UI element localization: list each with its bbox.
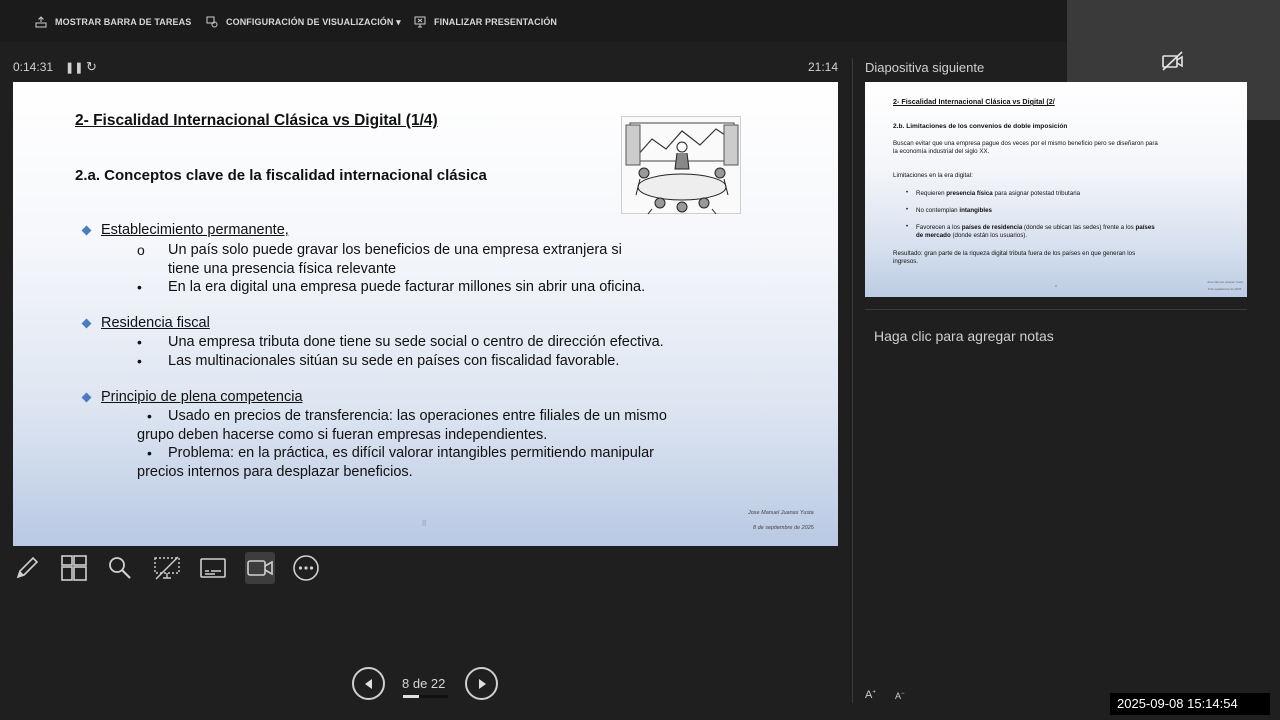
next-slide-bullet: • xyxy=(906,207,909,213)
next-slide-button[interactable] xyxy=(465,667,498,700)
sub-bullet: • xyxy=(147,445,152,461)
next-slide-author: Jose Manuel Juanas Yusta xyxy=(1207,280,1243,284)
display-settings-label: CONFIGURACIÓN DE VISUALIZACIÓN ▾ xyxy=(226,16,401,27)
sub-bullet: • xyxy=(137,279,142,295)
see-all-slides-icon[interactable] xyxy=(59,552,89,584)
pause-timer-icon[interactable]: ❚❚ xyxy=(65,62,84,74)
notes-divider[interactable] xyxy=(865,309,1247,310)
next-slide-text: No contemplan intangibles xyxy=(916,207,993,214)
slide-subtitle: 2.a. Conceptos clave de la fiscalidad internacional clásica xyxy=(75,167,487,184)
next-slide-number: 9 xyxy=(1055,284,1057,288)
bullet-text: Una empresa tributa done tiene su sede social o centro de dirección efectiva. xyxy=(168,334,664,350)
black-screen-icon[interactable] xyxy=(152,552,182,584)
next-slide-subtitle: 2.b. Limitaciones de los convenios de doble imposición xyxy=(893,123,1068,130)
bullet-text: Las multinacionales sitúan su sede en países con fiscalidad favorable. xyxy=(168,353,620,369)
camera-toggle-icon[interactable] xyxy=(245,552,275,584)
pen-tool-icon[interactable] xyxy=(12,552,42,584)
bullet-diamond xyxy=(82,393,92,403)
bullet-diamond xyxy=(82,319,92,329)
bullet-text: Problema: en la práctica, es difícil valorar intangibles permitiendo manipular xyxy=(168,445,654,461)
slide-counter[interactable]: 8 de 22 xyxy=(402,676,446,691)
slide-progress-fill xyxy=(403,695,419,698)
sub-bullet: • xyxy=(147,408,152,424)
next-slide-bullet: • xyxy=(906,224,909,230)
next-slide-text: de mercado (donde están los usuarios). xyxy=(916,232,1028,239)
next-slide-text: Favorecen a los países de residencia (donde se ubican las sedes) frente a los países xyxy=(916,224,1155,231)
elapsed-timer: 0:14:31 xyxy=(13,60,54,74)
bullet-diamond xyxy=(82,226,92,236)
presenter-tools xyxy=(12,552,338,586)
taskbar-icon xyxy=(35,16,47,28)
bullet-text: Usado en precios de transferencia: las operaciones entre filiales de un mismo xyxy=(168,408,667,424)
reset-timer-icon[interactable]: ↻ xyxy=(86,59,97,74)
end-show-button[interactable] xyxy=(414,14,557,30)
zoom-icon[interactable] xyxy=(105,552,135,584)
increase-font-button[interactable]: A+ xyxy=(865,689,876,701)
bullet-text: grupo deben hacerse como si fueran empresas independientes. xyxy=(137,427,548,443)
end-show-label: FINALIZAR PRESENTACIÓN xyxy=(434,17,558,27)
next-slide-bullet: • xyxy=(906,190,909,196)
sub-bullet: • xyxy=(137,353,142,369)
next-slide-text: ingresos. xyxy=(893,258,919,265)
slide-title: 2- Fiscalidad Internacional Clásica vs Digital (1/4) xyxy=(75,112,438,129)
previous-slide-button[interactable] xyxy=(352,667,385,700)
next-slide-text: Buscan evitar que una empresa pague dos veces por el mismo beneficio pero se diseñaron para xyxy=(893,140,1158,147)
current-time: 21:14 xyxy=(808,60,839,74)
next-slide-text: Requieren presencia física para asignar potestad tributaria xyxy=(916,190,1081,197)
bullet-text: precios internos para desplazar beneficios. xyxy=(137,464,413,480)
display-settings-icon xyxy=(206,16,218,28)
sub-bullet: o xyxy=(137,242,145,258)
sub-bullet: • xyxy=(137,334,142,350)
next-slide-date: 8 de septiembre de 2025 xyxy=(1208,287,1242,291)
bullet-text: Un país solo puede gravar los beneficios de una empresa extranjera si xyxy=(168,242,622,258)
meeting-cartoon-image xyxy=(621,116,741,214)
next-slide-label: Diapositiva siguiente xyxy=(865,60,985,75)
current-slide[interactable] xyxy=(13,82,838,546)
next-slide-text: la economía industrial del siglo XX. xyxy=(893,148,990,155)
section-heading: Principio de plena competencia xyxy=(101,389,303,405)
speaker-notes-field[interactable]: Haga clic para agregar notas xyxy=(874,328,1054,344)
slide-date: 8 de septiembre de 2025 xyxy=(753,525,814,531)
end-show-icon xyxy=(414,16,426,28)
section-heading: Establecimiento permanente, xyxy=(101,222,289,238)
subtitles-icon[interactable] xyxy=(198,552,228,584)
next-slide-text: Resultado: gran parte de la riqueza digital tributa fuera de los países en que generan los xyxy=(893,250,1136,257)
slide-number: 8 xyxy=(422,519,427,528)
triangle-left-icon xyxy=(363,678,375,690)
next-slide-title: 2- Fiscalidad Internacional Clásica vs Digital (2/ xyxy=(893,97,1055,106)
panel-divider[interactable] xyxy=(852,58,853,703)
show-taskbar-button[interactable] xyxy=(35,14,191,30)
slide-progress-bar xyxy=(403,695,448,698)
timestamp-overlay: 2025-09-08 15:14:54 xyxy=(1110,693,1270,715)
decrease-font-button[interactable]: A− xyxy=(895,691,905,701)
next-slide-preview[interactable] xyxy=(865,82,1247,297)
section-heading: Residencia fiscal xyxy=(101,315,210,331)
more-options-icon[interactable] xyxy=(291,552,321,584)
display-settings-button[interactable] xyxy=(206,14,401,30)
bullet-text: En la era digital una empresa puede facturar millones sin abrir una oficina. xyxy=(168,279,646,295)
slide-author: Jose Manuel Juanas Yusta xyxy=(748,510,814,516)
show-taskbar-label: MOSTRAR BARRA DE TAREAS xyxy=(55,17,192,27)
camera-off-icon xyxy=(1161,50,1185,72)
bullet-text: tiene una presencia física relevante xyxy=(168,261,397,277)
next-slide-text: Limitaciones en la era digital: xyxy=(893,172,973,179)
triangle-right-icon xyxy=(476,678,488,690)
